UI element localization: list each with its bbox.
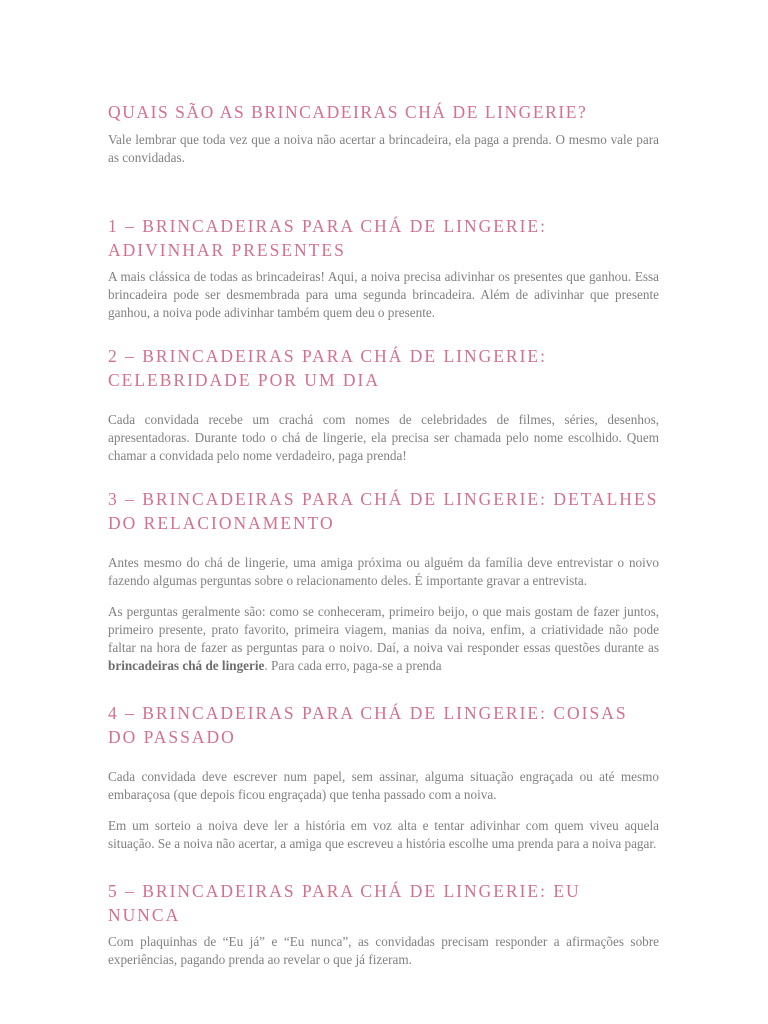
spacer [108,167,659,214]
spacer [108,804,659,817]
section-5-heading: 5 – BRINCADEIRAS PARA CHÁ DE LINGERIE: EU NUNCA [108,881,581,925]
section-4-paragraph-2: Em um sorteio a noiva deve ler a história em voz alta e tentar adivinhar com quem viveu aquela situação. Se a noiva não acertar, a amiga que escreveu a história escolhe uma prenda para a noiva pagar. [108,818,659,851]
section-4-paragraph-1: Cada convidada deve escrever num papel, sem assinar, alguma situação engraçada ou até mesmo embaraçosa (que depois ficou engraçada) que tenha passado com a noiva. [108,769,659,802]
page-title: QUAIS SÃO AS BRINCADEIRAS CHÁ DE LINGERIE? [108,102,588,122]
section-3-paragraph-2-before: As perguntas geralmente são: como se conheceram, primeiro beijo, o que mais gostam de fazer juntos, primeiro presente, prato favorito, primeira viagem, manias da noiva, enfim, a criatividade não pode faltar na hora de fazer as perguntas para o noivo. Daí, a noiva vai responder essas questões durante as [108,604,659,655]
spacer [108,535,659,554]
section-3-paragraph-2-after: . Para cada erro, paga-se a prenda [264,658,442,673]
spacer [108,590,659,603]
spacer [108,124,659,131]
section-3-paragraph-2 [108,603,659,675]
section-3-paragraph-1: Antes mesmo do chá de lingerie, uma amiga próxima ou alguém da família deve entrevistar o noivo fazendo algumas perguntas sobre o relacionamento deles. É importante gravar a entrevista. [108,555,659,588]
section-3 [108,487,659,675]
intro-paragraph: Vale lembrar que toda vez que a noiva não acertar a brincadeira, ela paga a prenda. O mesmo vale para as convidadas. [108,132,659,165]
section-5-paragraph-1: Com plaquinhas de “Eu já” e “Eu nunca”, as convidadas precisam responder a afirmações sobre experiências, pagando prenda ao revelar o que já fizeram. [108,934,659,967]
section-1-heading: 1 – BRINCADEIRAS PARA CHÁ DE LINGERIE: ADIVINHAR PRESENTES [108,216,547,260]
section-2 [108,344,659,465]
spacer [108,749,659,768]
section-4 [108,701,659,853]
spacer [108,675,659,701]
section-4-heading: 4 – BRINCADEIRAS PARA CHÁ DE LINGERIE: COISAS DO PASSADO [108,703,628,747]
section-3-bold-term: brincadeiras chá de lingerie [108,658,265,673]
section-3-heading: 3 – BRINCADEIRAS PARA CHÁ DE LINGERIE: DETALHES DO RELACIONAMENTO [108,489,659,533]
spacer [108,392,659,411]
spacer [108,465,659,487]
section-5 [108,879,659,969]
section-1-paragraph-1: A mais clássica de todas as brincadeiras! Aqui, a noiva precisa adivinhar os presentes que ganhou. Essa brincadeira pode ser desmembrada para uma segunda brincadeira. Além de adivinhar que presente ganhou, a noiva pode adivinhar também quem deu o presente. [108,269,659,320]
section-2-heading: 2 – BRINCADEIRAS PARA CHÁ DE LINGERIE: CELEBRIDADE POR UM DIA [108,346,547,390]
spacer [108,322,659,344]
section-1 [108,214,659,322]
document-content [108,100,659,969]
spacer [108,853,659,879]
section-2-paragraph-1: Cada convidada recebe um crachá com nomes de celebridades de filmes, séries, desenhos, apresentadoras. Durante todo o chá de lingerie, ela precisa ser chamada pelo nome escolhido. Quem chamar a convidada pelo nome verdadeiro, paga prenda! [108,412,659,463]
